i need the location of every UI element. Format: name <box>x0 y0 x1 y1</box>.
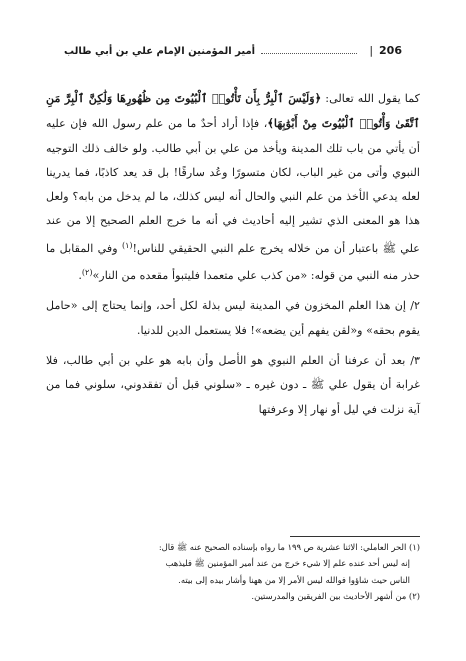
page-header <box>64 44 402 57</box>
paragraph-1-text-b: وفي المقابل ما حذر منه النبي من قوله: «من كذب علي متعمدا فليتبوأ مقعده من النار» <box>46 241 420 283</box>
footnote-1-line-3: الناس حيث شاؤوا فوالله ليس الأمر إلا من ههنا وأشار بيده إلى بيته. <box>178 574 410 585</box>
paragraph-2: ٢/ إن هذا العلم المخزون في المدينة ليس بذلة لكل أحد، وإنما يحتاج إلى «حامل يقوم بحقه» و«لقن يفهم أين يضعه»! فلا يستعمل الدين للدنيا. <box>46 299 420 337</box>
paragraph-1-text-c: . <box>78 269 82 283</box>
main-text <box>46 86 420 422</box>
header-dotted-leader <box>261 53 357 54</box>
footnote-ref-1[interactable]: (١) <box>121 240 133 250</box>
footnote-divider <box>290 536 420 537</box>
quran-verse: ﴿وَلَيْسَ ٱلْبِرُّ بِأَن تَأْتُوا۟ ٱلْبُيُوتَ مِن ظُهُورِهَا وَلَٰكِنَّ ٱلْبِرَّ مَنِ ٱتَّقَىٰ وَأْتُوا۟ ٱلْبُيُوتَ مِنْ أَبْوَٰبِهَا﴾ <box>46 91 420 131</box>
header-separator: | <box>369 44 374 57</box>
footnote-2: (٢) من أشهر الأحاديث بين الفريقين والمدرستين. <box>251 590 420 601</box>
footnotes <box>46 539 420 604</box>
paragraph-1 <box>46 86 420 288</box>
running-title: أمير المؤمنين الإمام علي بن أبي طالب <box>64 46 256 57</box>
footnote-1-line-2: إنه ليس أحد عنده علم إلا شيء خرج من عند أمير المؤمنين ﷺ فليذهب <box>165 558 410 569</box>
footnote-ref-2[interactable]: (٢) <box>81 268 93 278</box>
footnote-1-line-1: (١) الحر العاملي: الاثنا عشرية ص ١٩٩ ما رواه بإسناده الصحيح عنه ﷺ قال: <box>158 542 420 552</box>
paragraph-1-text-a: ، فإذا أراد أحدٌ ما من علم رسول الله فإن عليه أن يأتي من باب تلك المدينة ويأخذ من علي بن أبي طالب. ولو خالف ذلك التوجيه النبوي وأتى من غير الباب، لكان متسورًا وعُد سارقًا! بل قد يعد كاذبًا، فما يدرينا لعله يدعي الأخذ من علم النبي والحال أنه ليس كذلك، ما لم يدخل من بابه؟ ولعل هذا هو المعنى الذي تشير إليه أحاديث في أنه ما خرج العلم الصحيح إلا من عند علي ﷺ باعتبار أن من خلاله يخرج علم النبي الحقيقي للناس! <box>46 117 420 255</box>
page-number: 206 <box>379 44 402 57</box>
paragraph-1-intro: كما يقول الله تعالى: <box>321 92 420 105</box>
paragraph-3: ٣/ بعد أن عرفنا أن العلم النبوي هو الأصل وأن بابه هو علي بن أبي طالب، فلا غرابة أن يقول علي ﷺ ـ دون غيره ـ «سلوني قبل أن تفقدوني، سلوني فما من آية نزلت في ليل أو نهار إلا وعرفتها <box>46 353 420 416</box>
